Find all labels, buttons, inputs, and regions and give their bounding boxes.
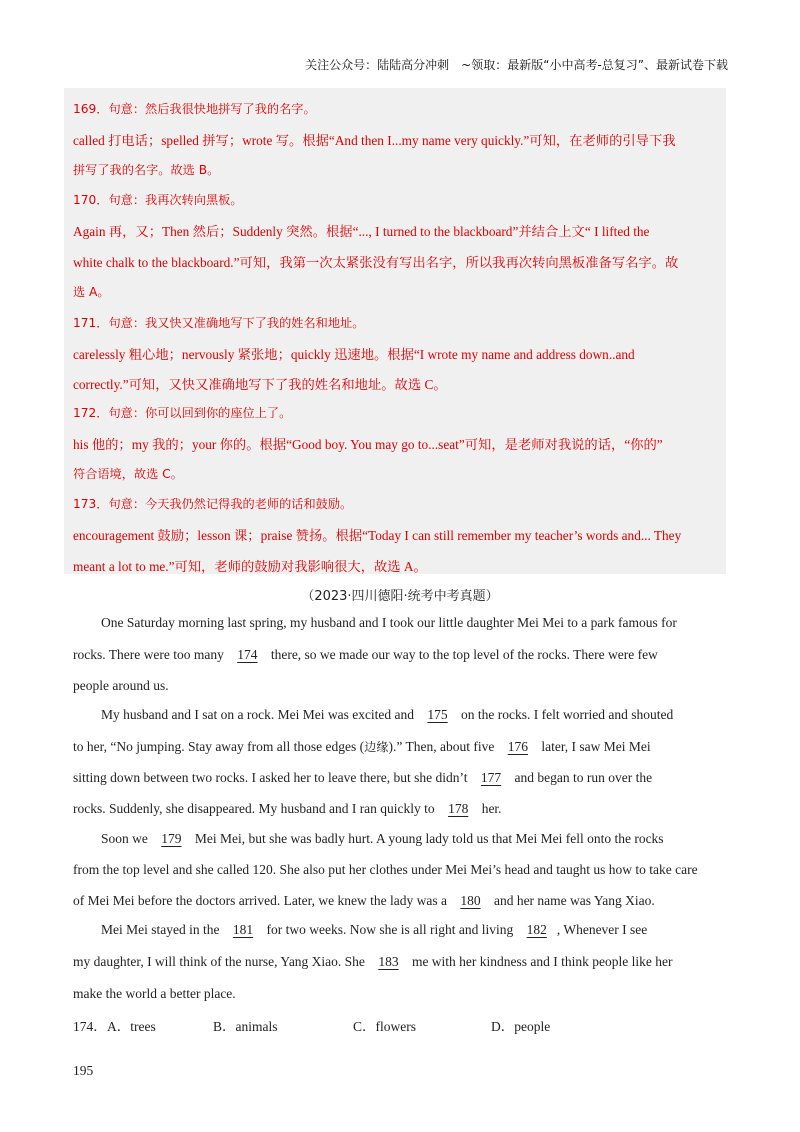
explanation-line: called 打电话；spelled 拼写；wrote 写。根据“And then I...my name very quickly.”可知，在老师的引导下我 <box>73 133 676 148</box>
option-a: A．trees <box>107 1019 156 1034</box>
explanation-line: white chalk to the blackboard.”可知，我第一次太紧张没有写出名字，所以我再次转向黑板准备写名字。故 <box>73 255 679 270</box>
question-source: （2023·四川德阳·统考中考真题） <box>301 589 499 604</box>
passage-line: of Mei Mei before the doctors arrived. Later, we knew the lady was a 180 and her name was Yang Xiao. <box>73 893 655 908</box>
passage-line: Mei Mei stayed in the 181 for two weeks. Now she is all right and living 182 , Whenever I see <box>101 922 648 937</box>
blank-178: 178 <box>448 801 469 816</box>
blank-180: 180 <box>460 893 481 908</box>
explanation-line: his 他的；my 我的；your 你的。根据“Good boy. You may go to...seat”可知，是老师对我说的话，“你的” <box>73 437 663 452</box>
passage-line: people around us. <box>73 678 169 693</box>
page-number: 195 <box>73 1063 94 1078</box>
option-d: D．people <box>491 1019 551 1034</box>
passage-line: One Saturday morning last spring, my husband and I took our little daughter Mei Mei to a park famous for <box>101 615 677 630</box>
explanation-line: 170．句意：我再次转向黑板。 <box>73 193 243 207</box>
option-c: C．flowers <box>353 1019 416 1034</box>
explanation-line: encouragement 鼓励；lesson 课；praise 赞扬。根据“Today I can still remember my teacher’s words and... They <box>73 528 682 543</box>
explanation-line: Again 再，又；Then 然后；Suddenly 突然。根据“..., I turned to the blackboard”并结合上文“ I lifted the <box>73 224 650 239</box>
blank-183: 183 <box>378 954 399 969</box>
page-header: 关注公众号：陆陆高分冲刺 ~领取：最新版“小中高考-总复习”、最新试卷下载 <box>305 58 728 72</box>
passage-line: rocks. There were too many 174 there, so we made our way to the top level of the rocks. There were few <box>73 647 658 662</box>
blank-181: 181 <box>232 922 254 937</box>
passage-line: Soon we 179 Mei Mei, but she was badly hurt. A young lady told us that Mei Mei fell onto the rocks <box>101 831 664 846</box>
blank-179: 179 <box>161 831 182 846</box>
explanation-line: carelessly 粗心地；nervously 紧张地；quickly 迅速地。根据“I wrote my name and address down..and <box>73 347 635 362</box>
explanation-line: meant a lot to me.”可知，老师的鼓励对我影响很大，故选 A。 <box>73 559 427 574</box>
passage-line: make the world a better place. <box>73 986 236 1001</box>
explanation-line: 173．句意：今天我仍然记得我的老师的话和鼓励。 <box>73 497 353 511</box>
explanation-line: 171．句意：我又快又准确地写下了我的姓名和地址。 <box>73 316 365 330</box>
explanation-line: 符合语境，故选 C。 <box>73 467 183 481</box>
question-number: 174． <box>73 1019 107 1034</box>
blank-176: 176 <box>507 739 528 754</box>
explanation-line: 172．句意：你可以回到你的座位上了。 <box>73 406 292 420</box>
passage-line: My husband and I sat on a rock. Mei Mei was excited and 175 on the rocks. I felt worried and shouted <box>101 707 674 722</box>
passage-line: to her, “No jumping. Stay away from all those edges (边缘).” Then, about five 176 later, I saw Mei Mei <box>73 739 651 754</box>
option-b: B．animals <box>213 1019 278 1034</box>
blank-177: 177 <box>480 770 502 785</box>
passage-line: sitting down between two rocks. I asked her to leave there, but she didn’t 177 and began to run over the <box>73 770 653 785</box>
explanation-line: 169．句意：然后我很快地拼写了我的名字。 <box>73 102 316 116</box>
blank-174: 174 <box>237 647 258 662</box>
explanation-line: 拼写了我的名字。故选 B。 <box>73 163 220 177</box>
explanation-line: 选 A。 <box>73 285 110 299</box>
passage-line: rocks. Suddenly, she disappeared. My husband and I ran quickly to 178 her. <box>73 801 502 816</box>
passage-line: from the top level and she called 120. She also put her clothes under Mei Mei’s head and taught us how to take care <box>73 862 698 877</box>
explanation-line: correctly.”可知，又快又准确地写下了我的姓名和地址。故选 C。 <box>73 377 447 392</box>
passage-line: my daughter, I will think of the nurse, Yang Xiao. She 183 me with her kindness and I think people like her <box>73 954 673 969</box>
blank-175: 175 <box>427 707 448 722</box>
blank-182: 182 <box>526 922 547 937</box>
